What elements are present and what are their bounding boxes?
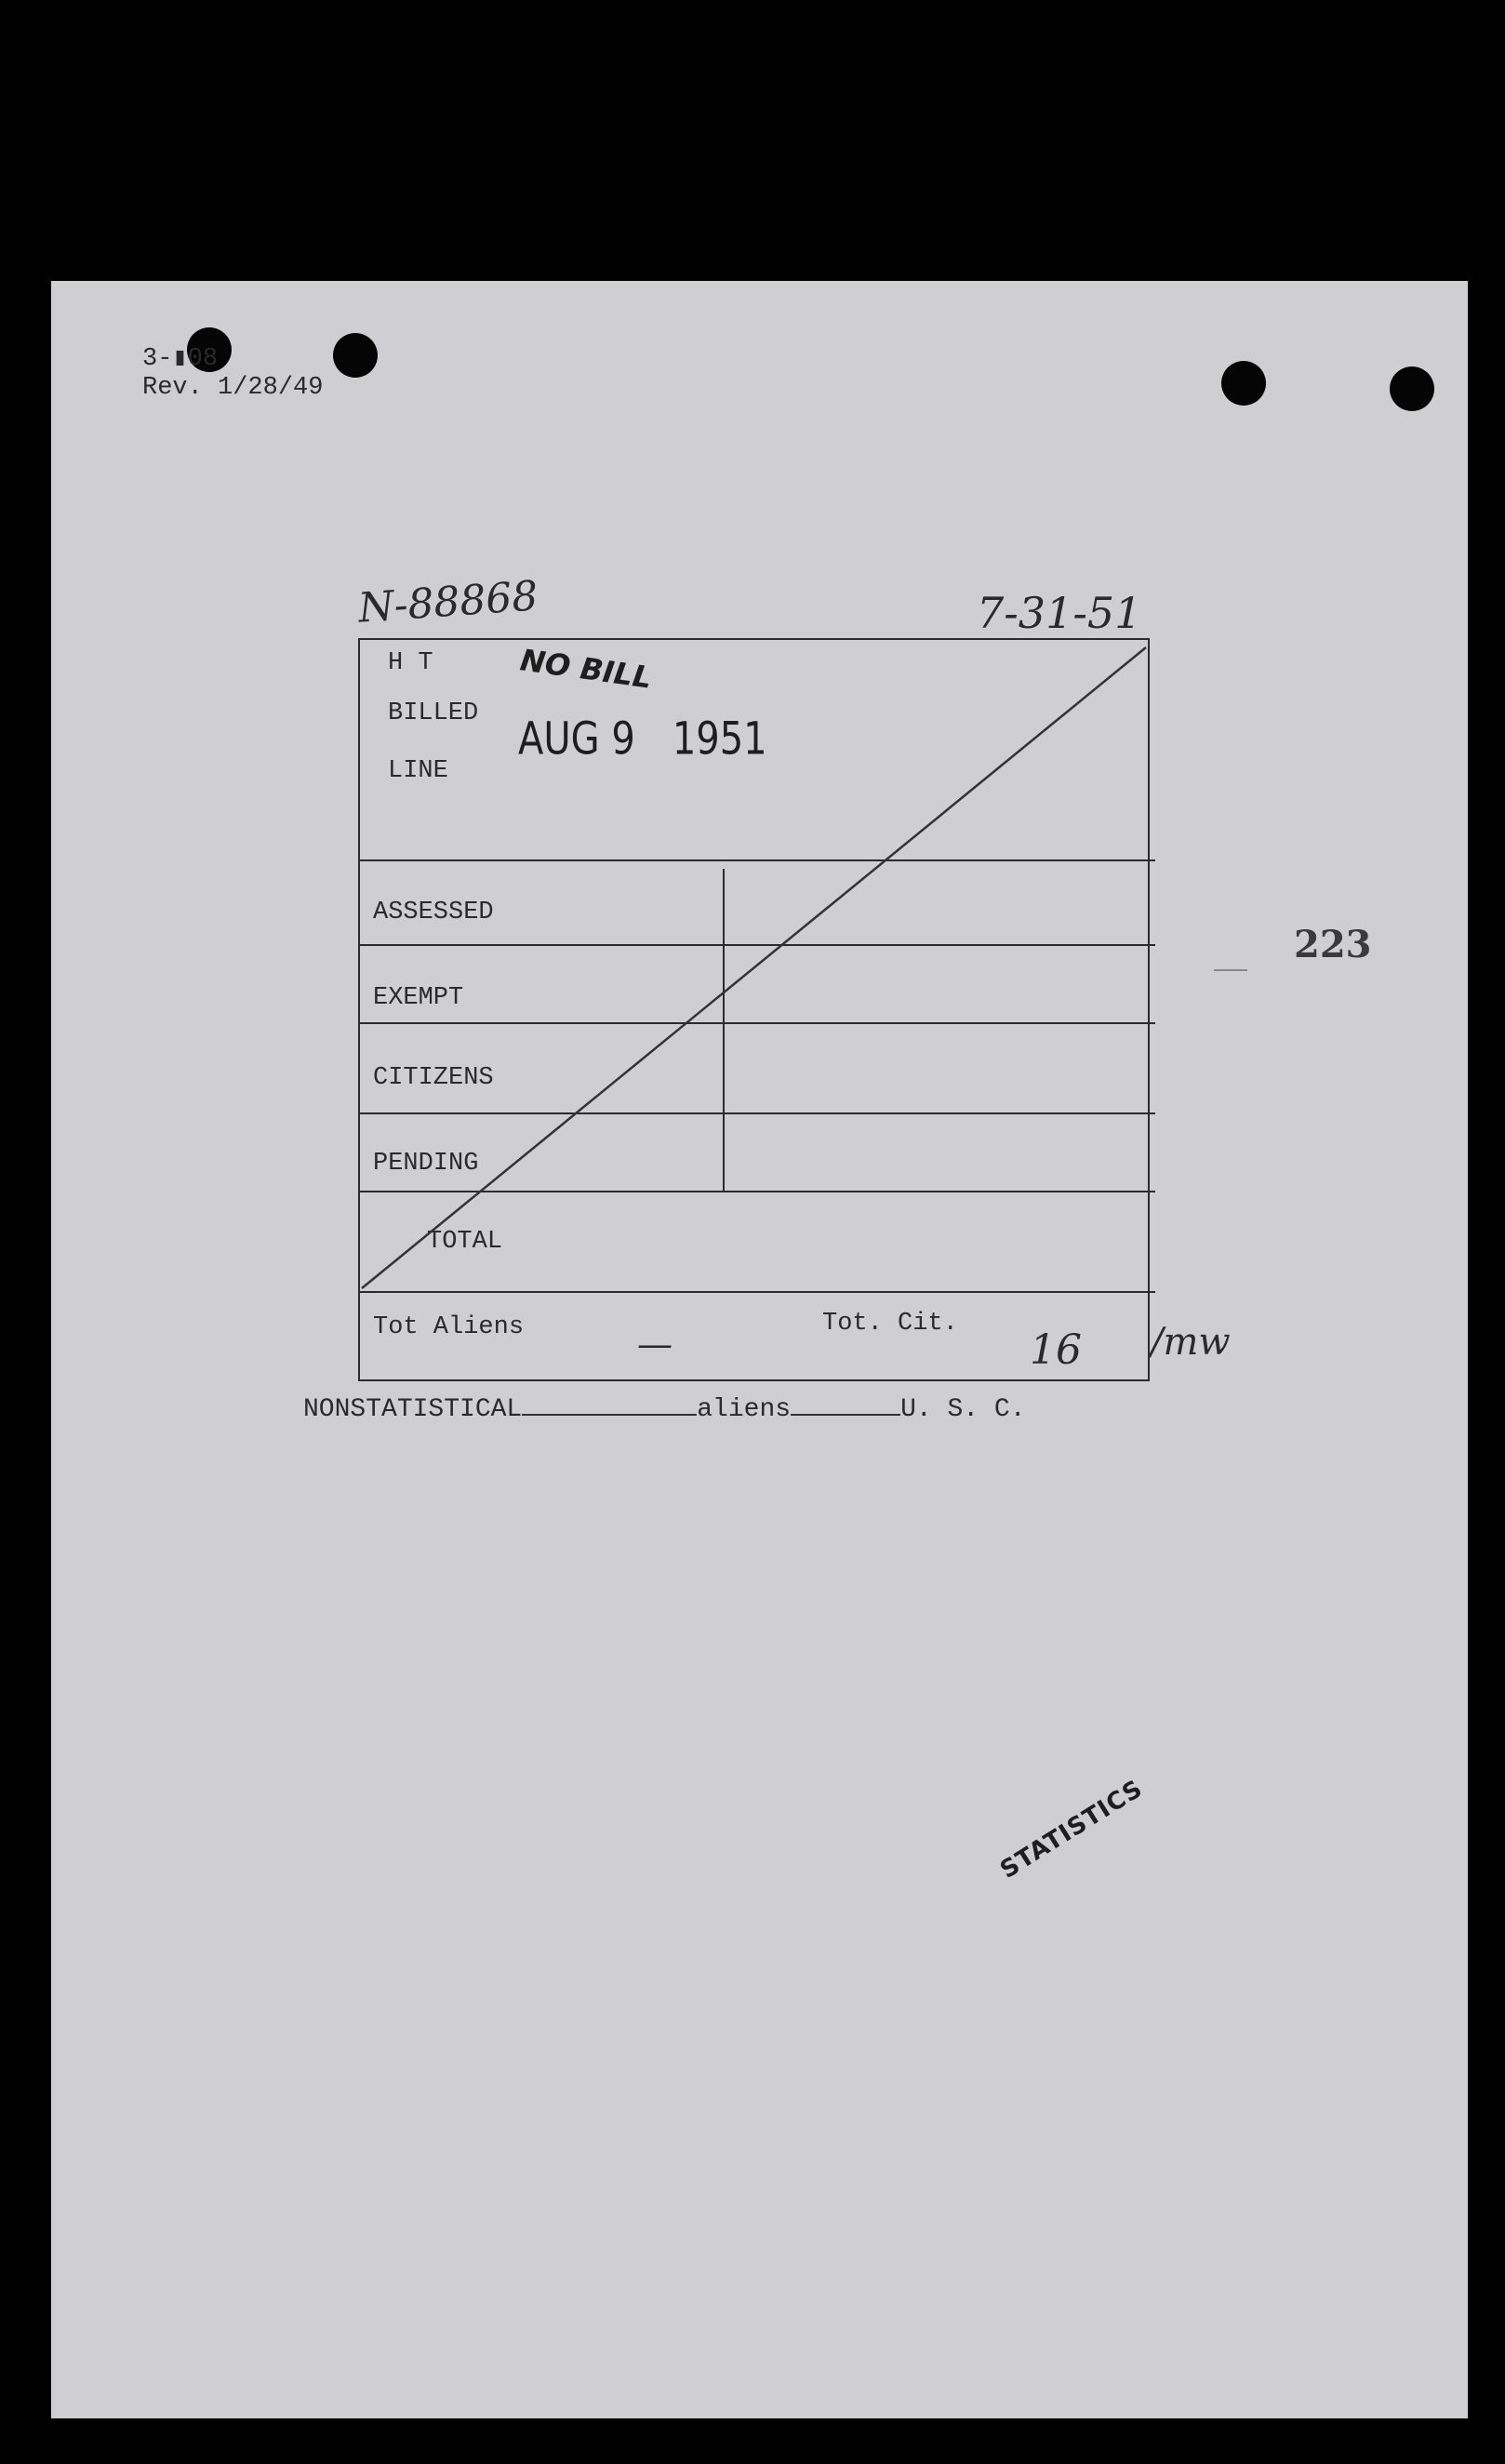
tot-aliens-dash: —	[637, 1324, 673, 1365]
label-assessed: ASSESSED	[373, 899, 494, 926]
page-number: 223	[1294, 923, 1372, 966]
form-revision: Rev. 1/28/49	[142, 374, 324, 402]
tally-box	[358, 638, 1150, 1381]
initials: /mw	[1151, 1321, 1231, 1364]
punch-hole-left-2	[333, 333, 378, 378]
page-number-dash	[1214, 969, 1247, 971]
label-ht: H T	[388, 649, 433, 677]
usc-label: U. S. C.	[900, 1395, 1026, 1424]
punch-hole-right-2	[1390, 366, 1434, 411]
nonstatistical-blank	[522, 1393, 697, 1416]
file-number: N-88868	[356, 572, 539, 633]
aliens-blank	[791, 1393, 900, 1416]
tot-cit-value: 16	[1030, 1326, 1082, 1374]
label-citizens: CITIZENS	[373, 1064, 494, 1092]
document-page	[51, 281, 1468, 2418]
stamp-year: 1951	[672, 713, 767, 766]
diagonal-strike-line	[360, 640, 1152, 1383]
label-pending: PENDING	[373, 1150, 479, 1178]
no-bill-stamp: NO BILL	[518, 642, 655, 696]
label-total: TOTAL	[427, 1228, 503, 1256]
label-tot-cit: Tot. Cit.	[822, 1310, 958, 1338]
statistics-stamp: STATISTICS	[995, 1775, 1149, 1885]
label-billed: BILLED	[388, 699, 479, 727]
nonstatistical-line	[303, 1393, 1026, 1424]
nonstatistical-label: NONSTATISTICAL	[303, 1395, 523, 1424]
label-line: LINE	[388, 757, 448, 785]
aliens-label: aliens	[697, 1395, 792, 1424]
label-exempt: EXEMPT	[373, 984, 464, 1012]
punch-hole-right	[1221, 361, 1266, 406]
form-number: 3-▮08	[142, 345, 219, 373]
label-tot-aliens: Tot Aliens	[373, 1313, 525, 1341]
stamp-month-day: AUG 9	[518, 713, 635, 766]
handwritten-date: 7-31-51	[977, 588, 1142, 638]
